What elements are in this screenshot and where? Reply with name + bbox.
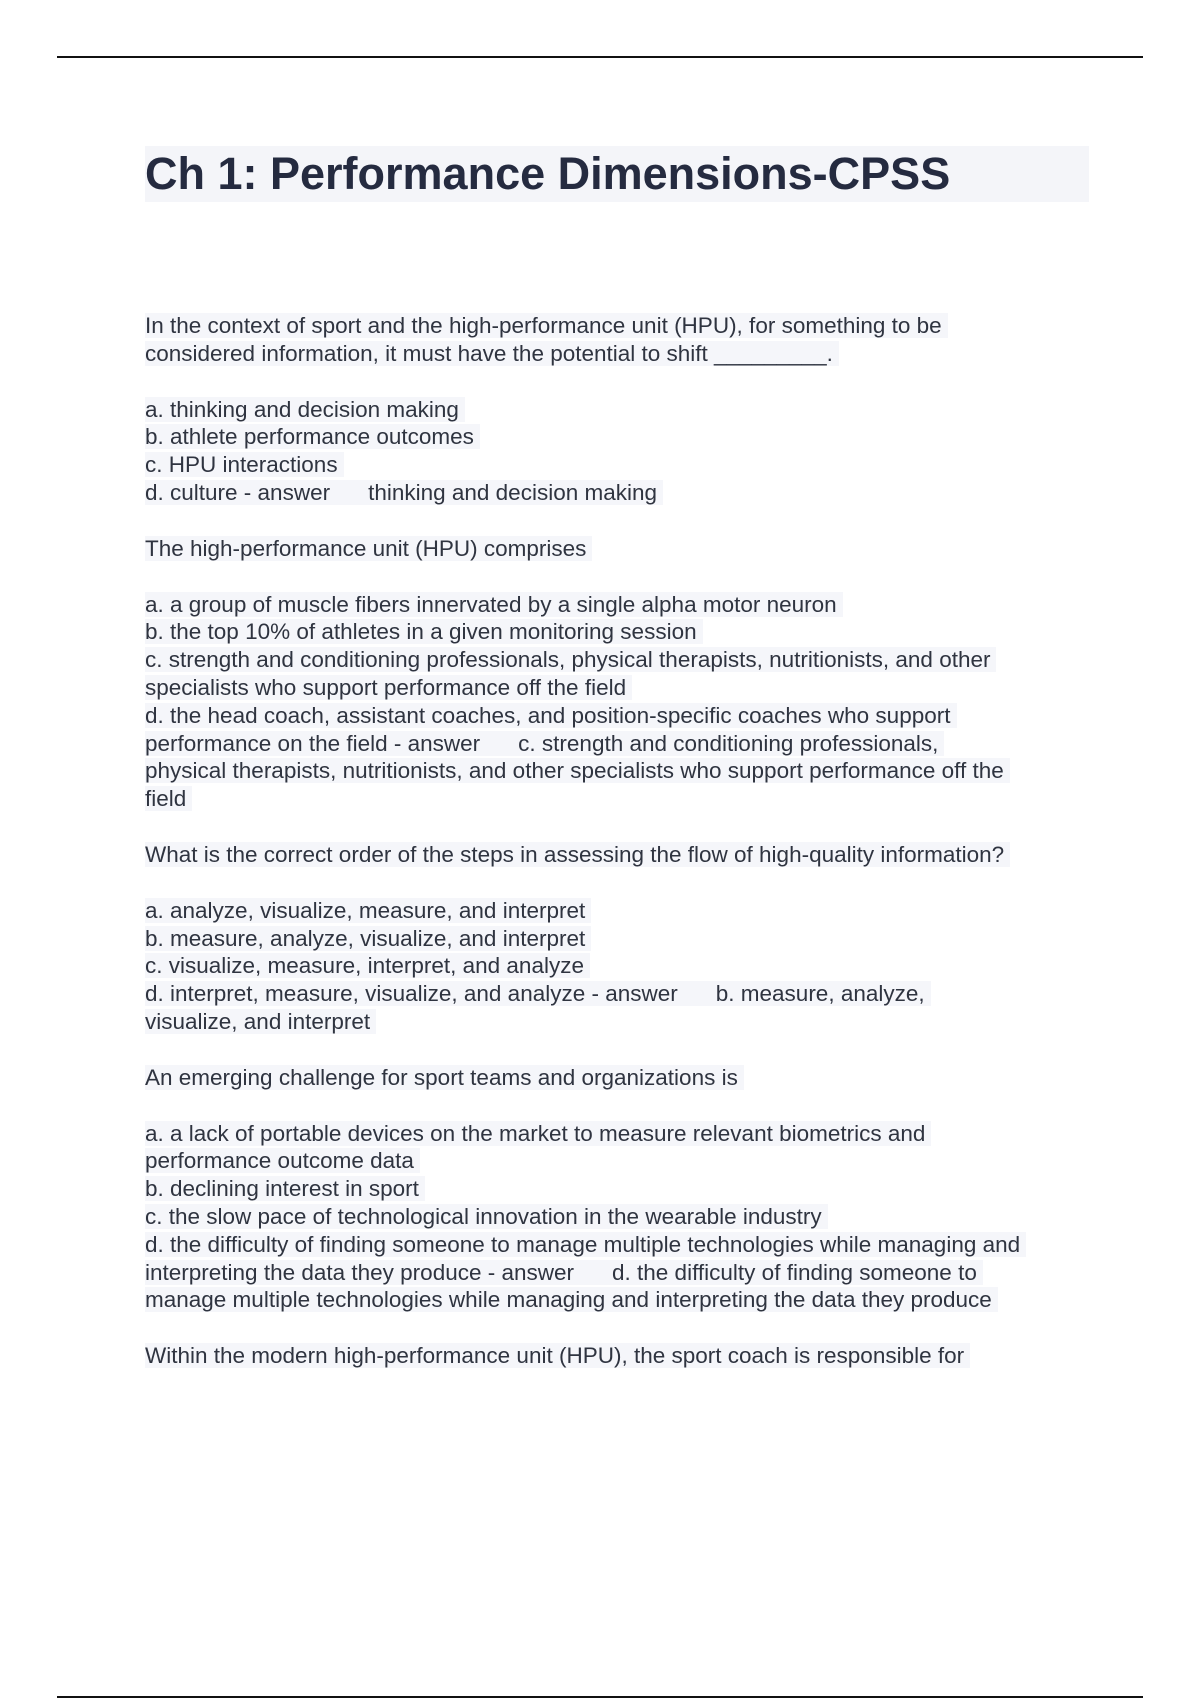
option-line: a. a group of muscle fibers innervated by a single alpha motor neuron [145, 592, 843, 617]
page-title: Ch 1: Performance Dimensions-CPSS [145, 148, 951, 199]
answer-prefix: interpreting the data they produce - answer [145, 1259, 575, 1285]
answer-continuation: physical therapists, nutritionists, and other specialists who support performance off the [145, 758, 1010, 783]
answer-continuation: field [145, 786, 192, 811]
option-line: c. the slow pace of technological innovation in the wearable industry [145, 1204, 828, 1229]
prompt-line: Within the modern high-performance unit (HPU), the sport coach is responsible for [145, 1343, 970, 1368]
document-body [145, 312, 1095, 1398]
option-line: b. the top 10% of athletes in a given monitoring session [145, 619, 703, 644]
option-line: b. athlete performance outcomes [145, 424, 480, 449]
prompt-line: An emerging challenge for sport teams and organizations is [145, 1065, 744, 1090]
answer-continuation: manage multiple technologies while managing and interpreting the data they produce [145, 1287, 998, 1312]
answer-line [145, 1260, 983, 1285]
option-line: specialists who support performance off the field [145, 675, 632, 700]
bottom-rule [57, 1696, 1143, 1698]
option-line: c. HPU interactions [145, 452, 344, 477]
answer-text: d. the difficulty of finding someone to [612, 1259, 977, 1285]
answer-line [145, 981, 931, 1006]
prompt-line: In the context of sport and the high-performance unit (HPU), for something to be [145, 313, 948, 338]
option-list [145, 897, 1095, 1036]
question-prompt [145, 1064, 1095, 1092]
prompt-line: What is the correct order of the steps in assessing the flow of high-quality information? [145, 842, 1010, 867]
question-prompt [145, 1342, 1095, 1370]
question-prompt [145, 312, 1095, 368]
answer-prefix: d. culture - answer [145, 479, 331, 505]
option-line: d. the head coach, assistant coaches, and position-specific coaches who support [145, 703, 957, 728]
option-line: a. thinking and decision making [145, 397, 465, 422]
answer-line [145, 480, 663, 505]
question-prompt [145, 535, 1095, 563]
prompt-line: The high-performance unit (HPU) comprises [145, 536, 592, 561]
answer-prefix: d. interpret, measure, visualize, and analyze - answer [145, 981, 678, 1007]
answer-text: thinking and decision making [368, 479, 658, 505]
question-block-4 [145, 1064, 1095, 1314]
option-list [145, 396, 1095, 507]
answer-continuation: visualize, and interpret [145, 1009, 376, 1034]
option-line: c. strength and conditioning professionals, physical therapists, nutritionists, and other [145, 647, 996, 672]
option-line: b. measure, analyze, visualize, and interpret [145, 926, 591, 951]
answer-prefix: performance on the field - answer [145, 730, 481, 756]
option-line: b. declining interest in sport [145, 1176, 425, 1201]
question-block-3 [145, 841, 1095, 1036]
option-line: performance outcome data [145, 1148, 420, 1173]
question-block-5 [145, 1342, 1095, 1370]
top-rule [57, 56, 1143, 58]
question-block-2 [145, 535, 1095, 813]
option-list [145, 1120, 1095, 1315]
option-line: a. a lack of portable devices on the market to measure relevant biometrics and [145, 1121, 931, 1146]
answer-text: c. strength and conditioning professionals, [518, 730, 939, 756]
option-list [145, 591, 1095, 813]
option-line: d. the difficulty of finding someone to manage multiple technologies while managing and [145, 1232, 1026, 1257]
answer-text: b. measure, analyze, [715, 981, 925, 1007]
option-line: c. visualize, measure, interpret, and analyze [145, 953, 590, 978]
question-prompt [145, 841, 1095, 869]
question-block-1 [145, 312, 1095, 507]
prompt-line: considered information, it must have the potential to shift _________. [145, 341, 839, 366]
option-line: a. analyze, visualize, measure, and interpret [145, 898, 591, 923]
answer-line [145, 731, 944, 756]
